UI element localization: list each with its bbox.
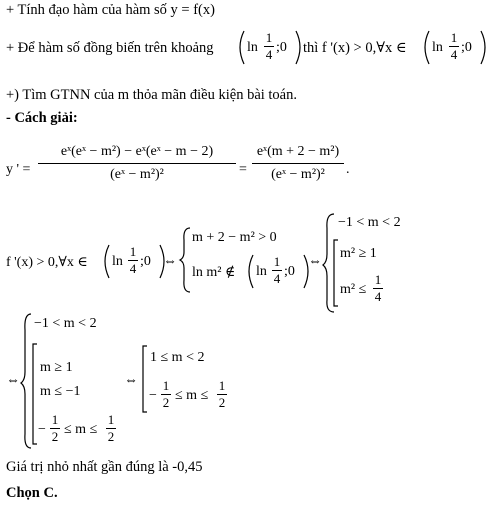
brace-system2 — [323, 214, 334, 312]
fraction-half: 1 2 — [162, 378, 170, 410]
fraction-quarter: 1 4 — [374, 272, 382, 304]
equals-sign: = — [239, 162, 247, 177]
interval-end: ;0 — [284, 264, 295, 279]
system1-line1: m + 2 − m² > 0 — [192, 230, 277, 245]
interval-end: ;0 — [276, 40, 287, 55]
y-prime: y ' = — [6, 162, 31, 177]
bracket-system2 — [334, 240, 338, 306]
fraction-half: 1 2 — [107, 412, 115, 444]
fraction-quarter: 1 4 — [265, 30, 273, 62]
iff-symbol: ⇔ — [308, 254, 322, 269]
simplified-fraction: eˣ(m + 2 − m²) (eˣ − m²)² — [252, 144, 344, 183]
minus-sign: − — [149, 388, 157, 403]
result-range2: ≤ m ≤ — [175, 388, 209, 403]
fraction-quarter: 1 4 — [450, 30, 458, 62]
bracket-result — [143, 346, 147, 412]
paren-right — [160, 245, 164, 278]
bracket-cases — [33, 344, 37, 444]
derivative-fraction: eˣ(eˣ − m²) − eˣ(eˣ − m − 2) (eˣ − m²)² — [38, 144, 236, 183]
interval-end: ;0 — [461, 40, 472, 55]
ln-label: ln — [112, 254, 123, 269]
fprime-condition: f '(x) > 0,∀x ∈ — [6, 255, 88, 270]
system2-line1: −1 < m < 2 — [338, 215, 401, 230]
cases-option-c: ≤ m ≤ — [64, 422, 98, 437]
ln-label: ln — [432, 40, 443, 55]
fraction-half: 1 2 — [51, 412, 59, 444]
paren-right — [481, 31, 485, 64]
iff-symbol: ⇔ — [163, 254, 177, 269]
brace-system1 — [180, 228, 190, 292]
iff-symbol: ⇔ — [6, 373, 20, 388]
fraction-quarter: 1 4 — [273, 254, 281, 286]
section-title: - Cách giải: — [6, 110, 78, 126]
fraction-quarter: 1 4 — [129, 244, 137, 276]
line-derivative: + Tính đạo hàm của hàm số y = f(x) — [6, 2, 215, 18]
answer-line: Giá trị nhỏ nhất gần đúng là -0,45 — [6, 459, 203, 475]
minus-sign: − — [38, 422, 46, 437]
system1-line2: ln m² ∉ — [192, 265, 236, 280]
cases-option-a: m ≥ 1 — [40, 360, 73, 375]
ln-label: ln — [256, 264, 267, 279]
iff-symbol: ⇔ — [124, 373, 138, 388]
paren-left — [425, 31, 429, 64]
choice-line: Chọn C. — [6, 485, 58, 501]
line-find-min: +) Tìm GTNN của m thỏa mãn điều kiện bài toán. — [6, 87, 297, 103]
system2-line2: m² ≥ 1 — [340, 246, 377, 261]
cases-option-b: m ≤ −1 — [40, 384, 81, 399]
cases-top: −1 < m < 2 — [34, 316, 97, 331]
line-condition: thì f '(x) > 0,∀x ∈ — [303, 40, 407, 56]
paren-left — [105, 245, 109, 278]
line-increasing-text: + Để hàm số đồng biến trên khoảng — [6, 40, 214, 56]
paren-left — [249, 255, 253, 288]
system2-line3: m² ≤ — [340, 282, 367, 297]
fraction-half: 1 2 — [218, 378, 226, 410]
interval-end: ;0 — [140, 254, 151, 269]
result-range1: 1 ≤ m < 2 — [150, 350, 205, 365]
paren-right — [304, 255, 308, 288]
ln-label: ln — [247, 40, 258, 55]
brace-cases — [21, 314, 31, 448]
paren-right — [296, 31, 300, 64]
paren-left — [240, 31, 244, 64]
period: . — [346, 162, 350, 177]
